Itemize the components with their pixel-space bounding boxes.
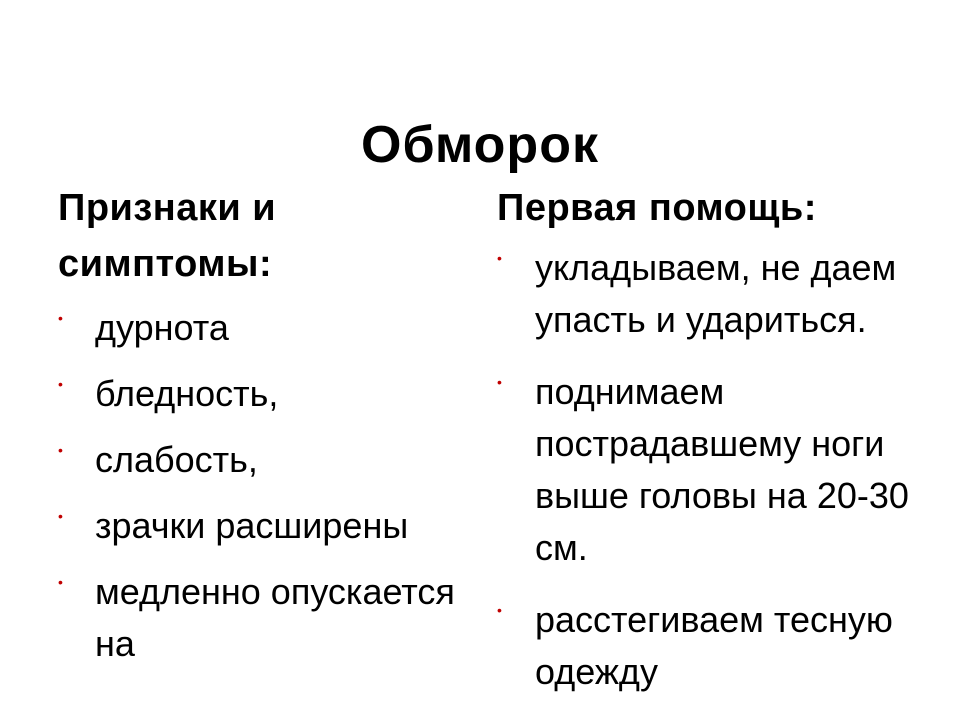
list-item [497,366,937,574]
first-aid-column [497,180,937,718]
signs-heading: Признаки и симптомы: [58,187,277,285]
bullet-icon: • [58,310,63,326]
list-item [58,302,458,354]
signs-list [58,302,458,670]
first-aid-heading: Первая помощь: [497,187,817,229]
list-item [58,500,458,552]
list-item [58,368,458,420]
bullet-icon: • [497,602,502,618]
bullet-icon: • [58,508,63,524]
slide-title: Обморок [361,116,599,174]
bullet-icon: • [497,374,502,390]
list-item-text: слабость, [95,439,258,480]
list-item-text: дурнота [95,307,229,348]
list-item [497,594,937,698]
bullet-icon: • [58,574,63,590]
list-item [58,566,458,670]
first-aid-list [497,242,937,698]
list-item [497,242,937,346]
list-item-text: расстегиваем тесную одежду [535,599,893,692]
list-item-text: медленно опускается на [95,571,455,664]
bullet-icon: • [58,376,63,392]
list-item-text: поднимаем пострадавшему ноги выше головы на 20-30 см. [535,371,909,568]
bullet-icon: • [58,442,63,458]
list-item-text: зрачки расширены [95,505,409,546]
bullet-icon: • [497,250,502,266]
signs-column [58,180,458,684]
list-item-text: бледность, [95,373,279,414]
list-item-text: укладываем, не даем упасть и удариться. [535,247,897,340]
list-item [58,434,458,486]
